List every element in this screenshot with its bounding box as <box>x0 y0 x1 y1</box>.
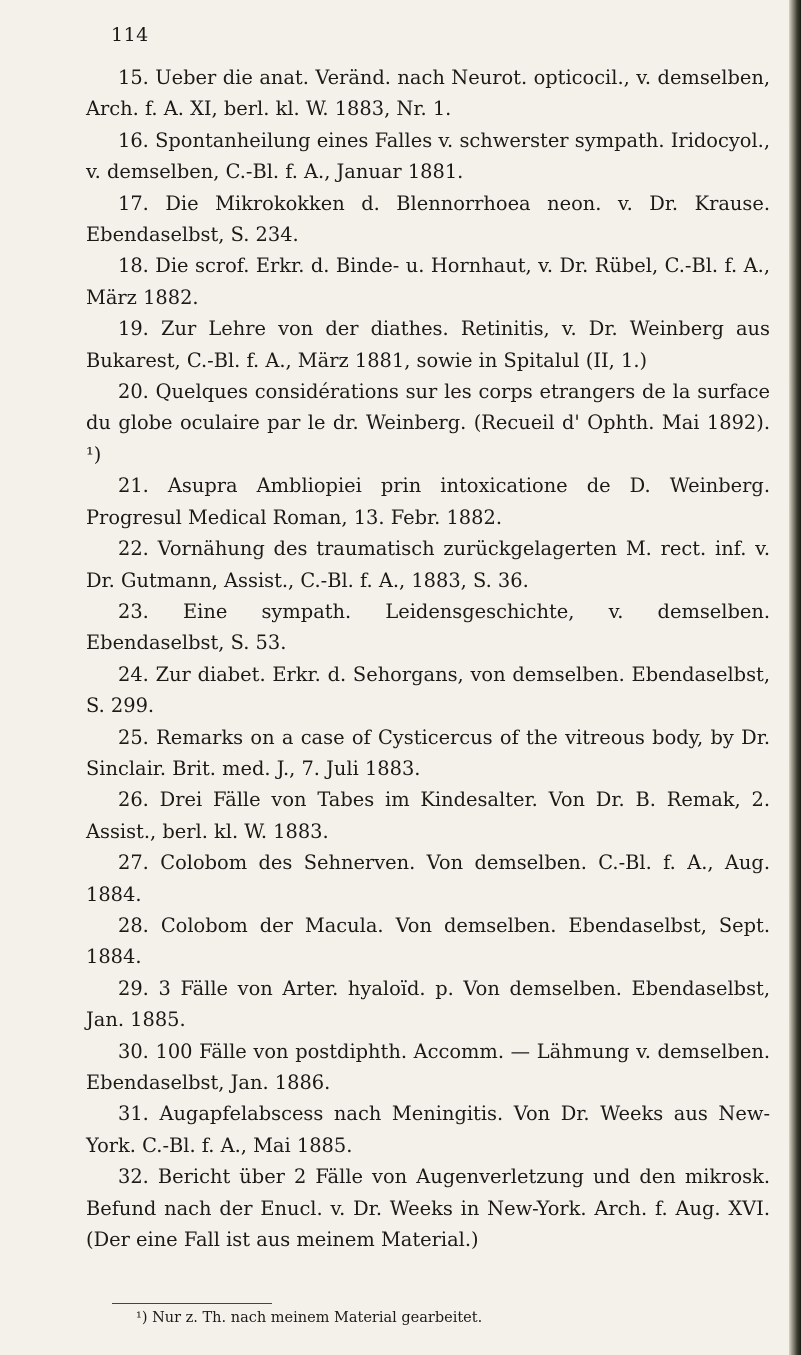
entry-29: 29. 3 Fälle von Arter. hyaloïd. p. Von demselben. Ebendaselbst, Jan. 1885. <box>86 976 770 1032</box>
entry-15: 15. Ueber die anat. Veränd. nach Neurot. opticocil., v. demselben, Arch. f. A. XI, berl. kl. W. 1883, Nr. 1. <box>86 66 770 121</box>
entry-24: 24. Zur diabet. Erkr. d. Sehorgans, von demselben. Ebendaselbst, S. 299. <box>86 662 770 718</box>
entry-31: 31. Augapfelabscess nach Meningitis. Von Dr. Weeks aus New-York. C.-Bl. f. A., Mai 1885. <box>86 1102 770 1157</box>
entry-22: 22. Vornähung des traumatisch zurückgelagerten M. rect. inf. v. Dr. Gutmann, Assist., C.-Bl. f. A., 1883, S. 36. <box>86 537 770 592</box>
bibliography-list <box>86 62 770 1255</box>
page-number: 114 <box>111 24 149 46</box>
entry-23: 23. Eine sympath. Leidensgeschichte, v. demselben. Ebendaselbst, S. 53. <box>86 599 770 655</box>
entry-17: 17. Die Mikrokokken d. Blennorrhoea neon. v. Dr. Krause. Ebendaselbst, S. 234. <box>86 191 770 247</box>
entry-26: 26. Drei Fälle von Tabes im Kindesalter. Von Dr. B. Remak, 2. Assist., berl. kl. W. 1883. <box>86 788 770 843</box>
entry-21: 21. Asupra Ambliopiei prin intoxicatione de D. Weinberg. Progresul Medical Roman, 13. Febr. 1882. <box>86 474 770 529</box>
entry-30: 30. 100 Fälle von postdiphth. Accomm. — Lähmung v. demselben. Ebendaselbst, Jan. 1886. <box>86 1039 770 1094</box>
entry-19: 19. Zur Lehre von der diathes. Retinitis, v. Dr. Weinberg aus Bukarest, C.-Bl. f. A., März 1881, sowie in Spitalul (II, 1.) <box>86 317 770 372</box>
entry-18: 18. Die scrof. Erkr. d. Binde- u. Hornhaut, v. Dr. Rübel, C.-Bl. f. A., März 1882. <box>86 254 770 309</box>
entry-32: 32. Bericht über 2 Fälle von Augenverletzung und den mikrosk. Befund nach der Enucl. v. Dr. Weeks in New-York. Arch. f. Aug. XVI. (Der eine Fall ist aus meinem Material.) <box>86 1165 770 1252</box>
footnote: ¹) Nur z. Th. nach meinem Material gearbeitet. <box>136 1310 483 1326</box>
entry-28: 28. Colobom der Macula. Von demselben. Ebendaselbst, Sept. 1884. <box>86 913 770 969</box>
entry-25: 25. Remarks on a case of Cysticercus of the vitreous body, by Dr. Sinclair. Brit. med. J., 7. Juli 1883. <box>86 725 770 780</box>
footnote-divider <box>112 1303 272 1304</box>
page-edge-shadow <box>789 0 801 1355</box>
entry-20: 20. Quelques considérations sur les corps etrangers de la surface du globe oculaire par le dr. Weinberg. (Recueil d' Ophth. Mai 1892). ¹) <box>86 380 770 466</box>
entry-16: 16. Spontanheilung eines Falles v. schwerster sympath. Iridocyol., v. demselben, C.-Bl. f. A., Januar 1881. <box>86 128 770 184</box>
entry-27: 27. Colobom des Sehnerven. Von demselben. C.-Bl. f. A., Aug. 1884. <box>86 851 770 906</box>
